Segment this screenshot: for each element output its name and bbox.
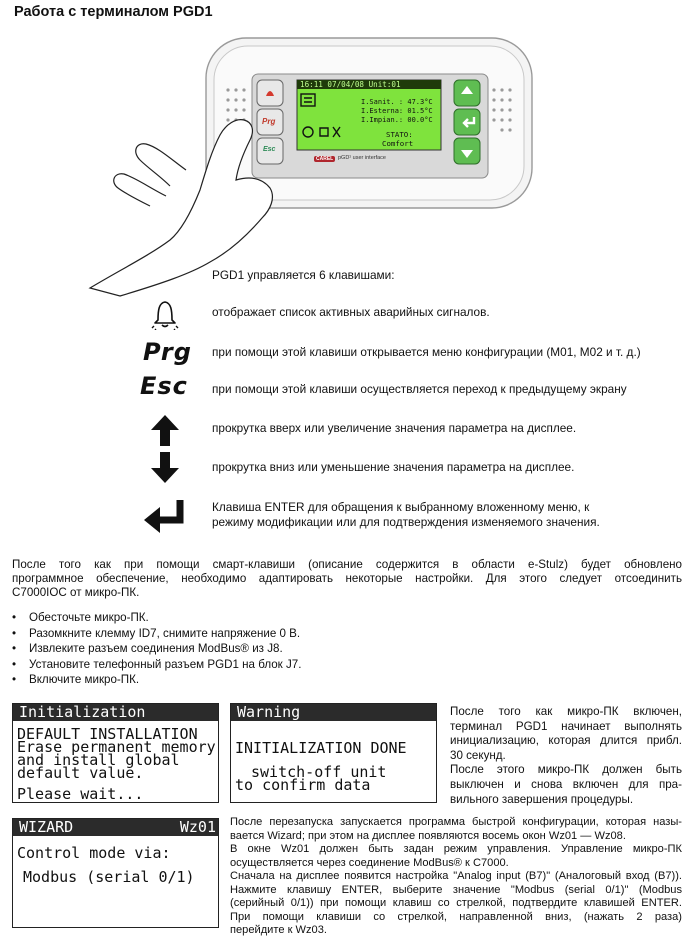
enter-icon [142,498,186,543]
text-line: вильного завершения процедуры. [450,792,634,806]
steps-list [12,610,301,688]
list-item: • Обесточьте микро-ПК. [12,610,301,626]
lcd-warning-screen [230,703,437,803]
terminal-screen-line: I.Impian.: 00.0°C [361,116,433,124]
intro-paragraph [12,558,682,600]
init-explanation [450,705,682,807]
list-item: • Установите телефонный разъем PGD1 на блок J7. [12,657,301,673]
text-line: После того как микро-ПК включен, [450,705,682,718]
lcd-wizard-screen [12,818,219,928]
lcd-header-title: WIZARD [19,818,74,836]
terminal-esc-key-label: Esc [263,146,276,153]
lcd-line: Erase permanent memory [17,738,216,756]
list-item: • Извлеките разъем соединения ModBus® из J8. [12,641,301,657]
terminal-screen-line: I.Esterna: 01.5°C [361,107,433,115]
pgd1-terminal-illustration [0,0,691,300]
terminal-brand-text: pGD¹ user interface [338,155,386,161]
lcd-line: switch-off unit [251,763,387,781]
bell-icon [150,298,180,335]
key-description-enter-line1: Клавиша ENTER для обращения к выбранному вложенному меню, к [212,500,590,514]
text-line: При помощи клавиши со стрелкой, направленной вниз, (нажать 2 раза) [230,910,682,923]
list-item: • Разомкните клемму ID7, снимите напряжение 0 В. [12,626,301,642]
list-item: • Включите микро-ПК. [12,672,301,688]
lcd-line: INITIALIZATION DONE [235,739,407,757]
terminal-logo: CAREL [316,156,334,162]
page-title: Работа с терминалом PGD1 [14,4,213,20]
lcd-header: Warning [231,704,436,721]
arrow-down-icon [148,450,182,491]
text-line: Нажмите клавишу ENTER, выберите значение "Modbus (serial 0/1)" (Modbus [230,883,682,896]
key-description-esc: при помощи этой клавиши осуществляется переход к предыдущему экрану [212,382,627,396]
wizard-explanation [230,816,682,938]
paragraph-line: C7000IOC от микро-ПК. [12,586,140,599]
text-line: (серийный 0/1)) при помощи клавиш со стрелкой, подтвердите клавишей ENTER. [230,897,682,909]
text-line: 30 секунд. [450,748,506,762]
text-line: инициализацию, которая длится прибл. [450,734,682,748]
terminal-status-label: STATO: [386,130,413,139]
lcd-line: Please wait... [17,785,144,803]
text-line: терминал PGD1 начинает выполнять [450,719,682,733]
prg-key-icon: Prg [143,338,192,366]
lcd-header-page: Wz01 [179,818,216,836]
lcd-line: Control mode via: [17,844,171,862]
key-description-alarm: отображает список активных аварийных сигналов. [212,305,490,319]
paragraph-line: программное обеспечение, необходимо адаптировать некоторые настройки. Для этого следует отсоединить [12,572,682,585]
terminal-prg-key-label: Prg [262,117,276,126]
lcd-header [13,819,218,836]
lcd-line: to confirm data [235,776,371,794]
text-line: В окне Wz01 должен быть задан режим управления. Управление микро-ПК [230,843,682,855]
key-description-down: прокрутка вниз или уменьшение значения параметра на дисплее. [212,460,575,474]
text-line: вается Wizard; при этом на дисплее появляются восемь окон Wz01 — Wz08. [230,829,626,842]
key-description-up: прокрутка вверх или увеличение значения параметра на дисплее. [212,421,577,435]
text-line: осуществляется через соединение ModBus® к C7000. [230,856,509,869]
lcd-line: DEFAULT INSTALLATION [17,725,198,743]
terminal-screen-header: 16:11 07/04/08 Unit:01 [300,80,401,89]
paragraph-line: После того как при помощи смарт-клавиши (описание содержится в области e-Stulz) будет обновлено [12,558,682,571]
key-description-enter-line2: режиму модификации или для подтверждения изменяемого значения. [212,515,600,529]
text-line: выключен и снова включен для пра- [450,777,682,791]
terminal-status-value: Comfort [382,139,414,148]
lcd-line: and install global [17,751,180,769]
text-line: Сначала на дисплее появится настройка "Analog input (B7)" (Аналоговый вход (B7)). [230,870,682,882]
text-line: перейдите к Wz03. [230,924,327,936]
key-description-prg: при помощи этой клавиши открывается меню конфигурации (M01, M02 и т. д.) [212,345,641,359]
text-line: После этого микро-ПК должен быть [450,763,682,777]
esc-key-icon: Esc [140,372,188,400]
lcd-line: Modbus (serial 0/1) [23,868,195,886]
arrow-up-icon [148,412,182,453]
text-line: После перезапуска запускается программа быстрой конфигурации, которая назы- [230,816,682,828]
lcd-initialization-screen [12,703,219,803]
terminal-screen-line: I.Sanit. : 47.3°C [361,98,433,106]
lcd-header: Initialization [13,704,218,721]
keys-intro: PGD1 управляется 6 клавишами: [212,268,395,282]
lcd-line: default value. [17,764,144,782]
